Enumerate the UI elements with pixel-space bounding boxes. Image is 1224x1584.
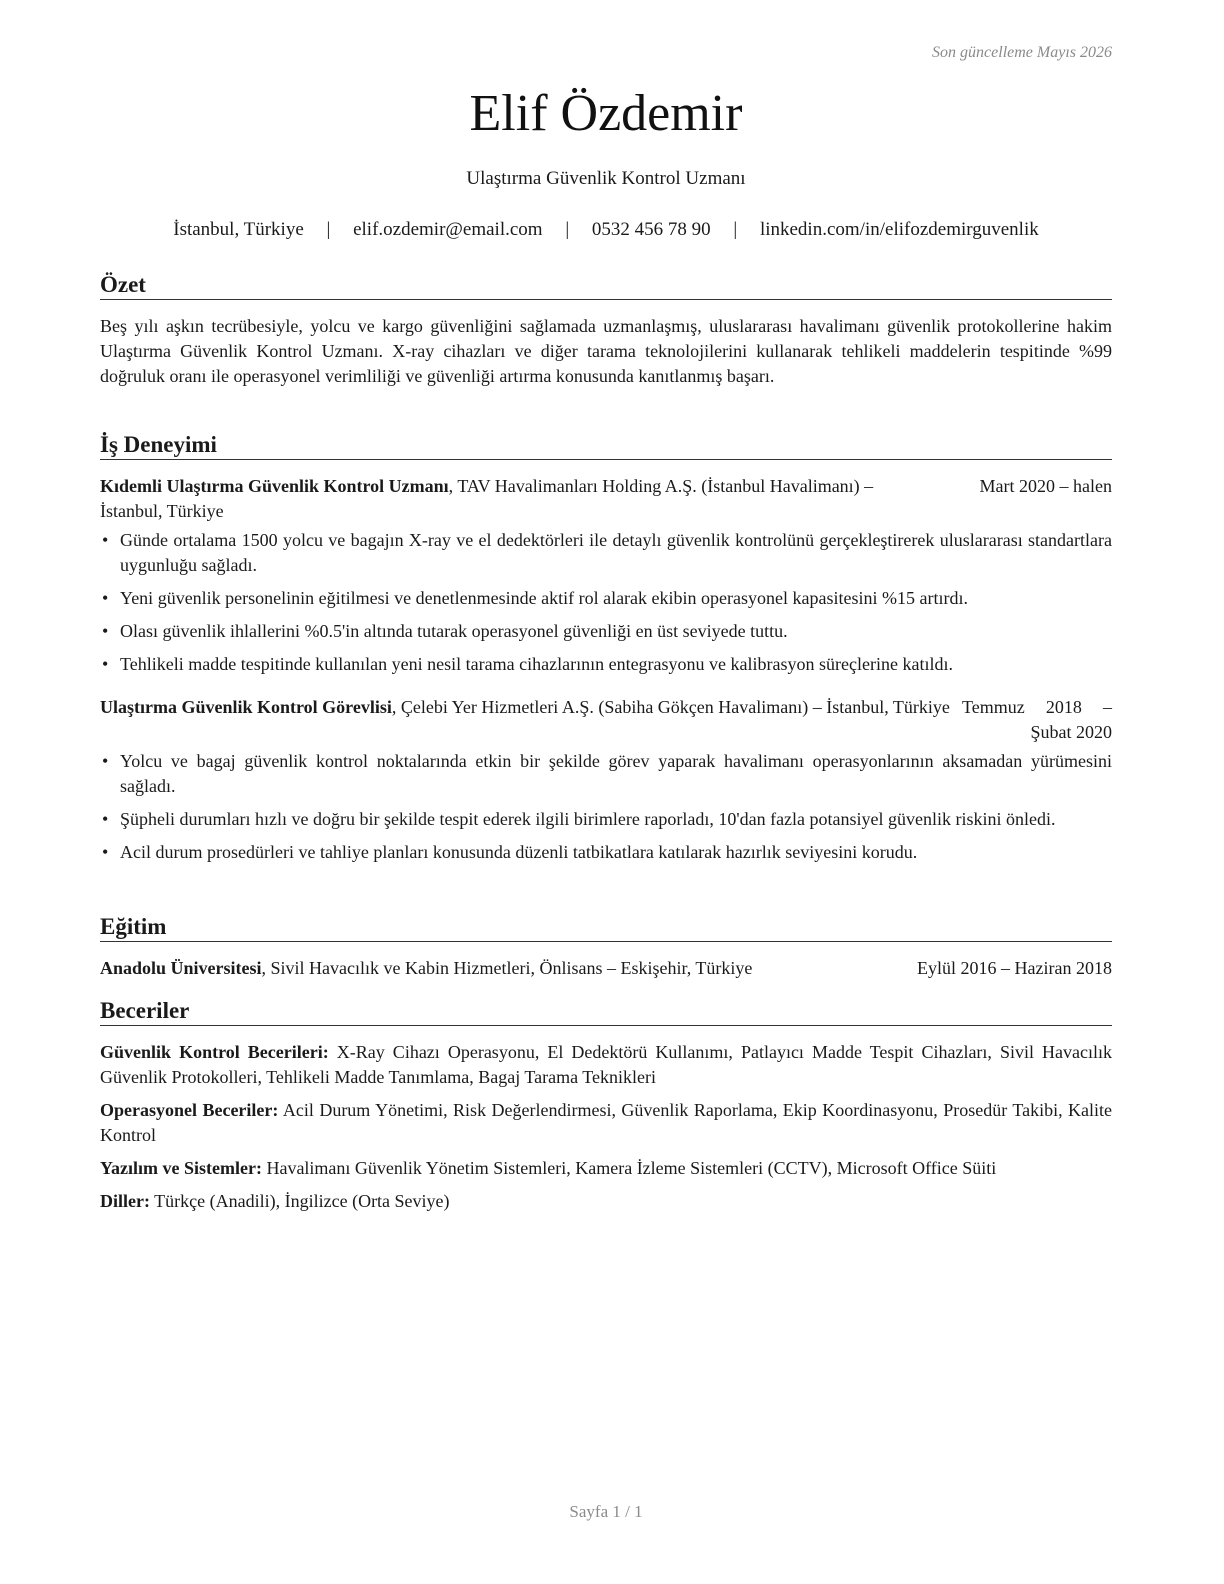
skill-text: Acil Durum Yönetimi, Risk Değerlendirmesi, Güvenlik Raporlama, Ekip Koordinasyonu, Prosedür Takibi, Kalite Kontrol [100,1100,1113,1145]
skill-label: Yazılım ve Sistemler: [100,1158,262,1178]
job-bullets [100,749,1112,865]
job-dates: Temmuz 2018 – Şubat 2020 [962,697,1112,742]
contact-line [100,219,1112,241]
education-detail: , Sivil Havacılık ve Kabin Hizmetleri, Önlisans – Eskişehir, Türkiye [261,958,753,978]
summary-section [100,271,1112,389]
education-title-line [100,956,752,981]
contact-separator: | [733,219,738,240]
skill-label: Güvenlik Kontrol Becerileri: [100,1042,329,1062]
job-title: Ulaştırma Güvenlik Kontrol Uzmanı [466,168,746,189]
page-number: Sayfa 1 / 1 [569,1502,643,1521]
job-header [100,695,1112,745]
bullet-item: • Şüpheli durumları hızlı ve doğru bir şekilde tespit ederek ilgili birimlere raporladı, 10'dan fazla potansiyel güvenlik riskini önledi. [100,807,1112,832]
resume-page [100,0,1112,1584]
skills-heading: Beceriler [100,997,1112,1026]
school-name: Anadolu Üniversitesi [100,958,262,978]
summary-heading: Özet [100,271,1112,300]
skill-group [100,1189,1112,1214]
skill-group [100,1098,1112,1148]
experience-heading: İş Deneyimi [100,431,1112,460]
contact-separator: | [565,219,570,240]
job-employer: , TAV Havalimanları Holding A.Ş. (İstanbul Havalimanı) – İstanbul, Türkiye [100,476,874,521]
skills-section [100,997,1112,1222]
education-section [100,913,1112,981]
bullet-item: • Yolcu ve bagaj güvenlik kontrol noktalarında etkin bir şekilde görev yaparak havalimanı operasyonlarının aksamadan yürümesini sağladı. [100,749,1112,799]
bullet-item: • Acil durum prosedürleri ve tahliye planları konusunda düzenli tatbikatlara katılarak hazırlık seviyesini korudu. [100,840,1112,865]
job-role: Kıdemli Ulaştırma Güvenlik Kontrol Uzmanı [100,476,449,496]
job-bullets [100,528,1112,677]
skill-text: Havalimanı Güvenlik Yönetim Sistemleri, Kamera İzleme Sistemleri (CCTV), Microsoft Office Süiti [261,1158,997,1178]
skill-label: Diller: [100,1191,150,1211]
job-dates: Mart 2020 – halen [979,476,1112,496]
job-role: Ulaştırma Güvenlik Kontrol Görevlisi [100,697,392,717]
experience-section [100,431,1112,873]
last-updated: Son güncelleme Mayıs 2026 [932,44,1112,61]
contact-separator: | [326,219,331,240]
job-entry [100,474,1112,677]
job-entry [100,695,1112,865]
contact-linkedin[interactable]: linkedin.com/in/elifozdemirguvenlik [759,219,1039,240]
contact-phone: 0532 456 78 90 [591,219,711,240]
skill-group [100,1156,1112,1181]
bullet-item: • Olası güvenlik ihlallerini %0.5'in altında tutarak operasyonel güvenliği en üst seviyede tuttu. [100,619,1112,644]
skill-group [100,1040,1112,1090]
job-employer: , Çelebi Yer Hizmetleri A.Ş. (Sabiha Gökçen Havalimanı) – İstanbul, Türkiye [391,697,950,717]
skill-label: Operasyonel Beceriler: [100,1100,279,1120]
education-heading: Eğitim [100,913,1112,942]
summary-text: Beş yılı aşkın tecrübesiyle, yolcu ve kargo güvenliğini sağlamada uzmanlaşmış, uluslararası havalimanı güvenlik protokollerine hakim Ulaştırma Güvenlik Kontrol Uzmanı. X-ray cihazları ve diğer tarama teknolojilerini kullanarak tehlikeli maddelerin tespitinde %99 doğruluk oranı ile operasyonel verimliliği ve güvenliği artırma konusunda kanıtlanmış başarı. [100,316,1112,386]
job-header [100,474,1112,524]
bullet-item: • Tehlikeli madde tespitinde kullanılan yeni nesil tarama cihazlarının entegrasyonu ve kalibrasyon süreçlerine katıldı. [100,652,1112,677]
skill-text: X-Ray Cihazı Operasyonu, El Dedektörü Kullanımı, Patlayıcı Madde Tespit Cihazları, Sivil Havacılık Güvenlik Protokolleri, Tehlikeli Madde Tanımlama, Bagaj Tarama Teknikleri [100,1042,1112,1087]
candidate-name: Elif Özdemir [469,85,743,142]
job-title-line [100,474,920,524]
contact-location: İstanbul, Türkiye [173,219,304,240]
education-dates: Eylül 2016 – Haziran 2018 [917,958,1112,978]
job-title-line [100,695,960,720]
skill-text: Türkçe (Anadili), İngilizce (Orta Seviye) [149,1191,450,1211]
contact-email[interactable]: elif.ozdemir@email.com [353,219,543,240]
education-entry [100,956,1112,981]
bullet-item: • Günde ortalama 1500 yolcu ve bagajın X-ray ve el dedektörleri ile detaylı güvenlik kontrolünü gerçekleştirerek uluslararası standartlara uygunluğu sağladı. [100,528,1112,578]
bullet-item: • Yeni güvenlik personelinin eğitilmesi ve denetlenmesinde aktif rol alarak ekibin operasyonel kapasitesini %15 artırdı. [100,586,1112,611]
